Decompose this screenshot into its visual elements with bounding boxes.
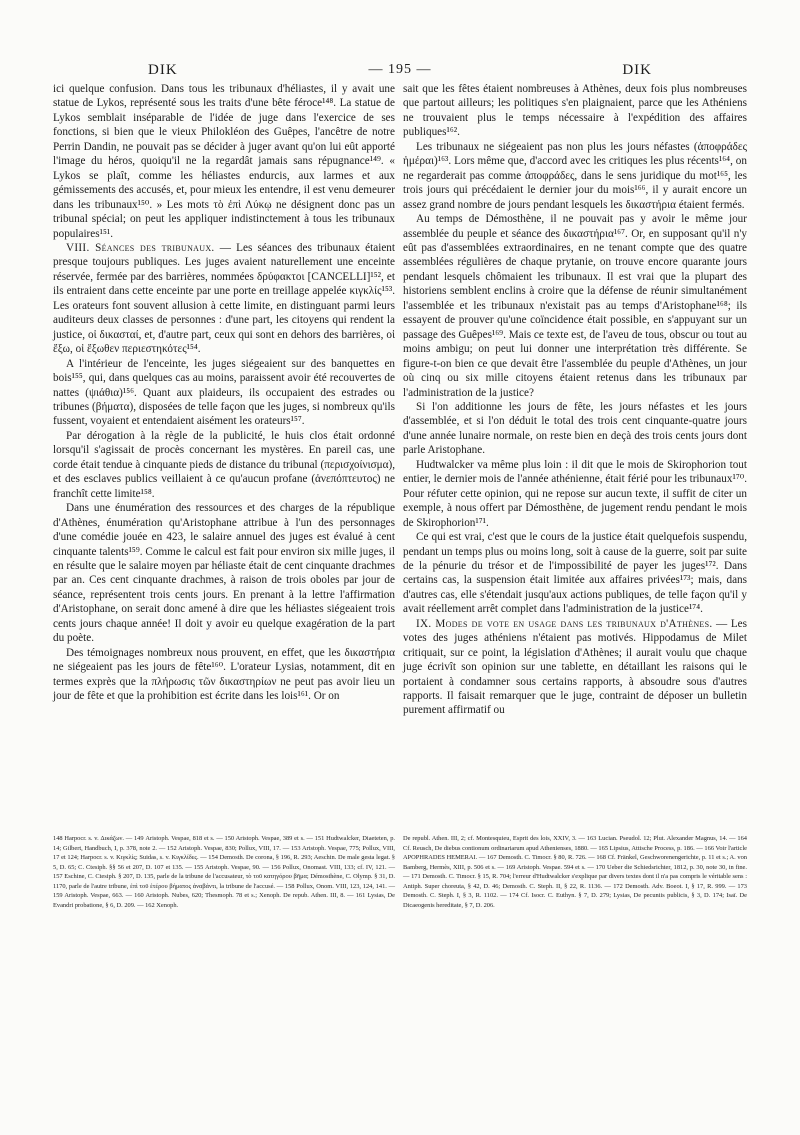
footnote-text: De republ. Athen. III, 2; cf. Montesquieu, Esprit des lois, XXIV, 3. — 163 Lucian. Pseudol. 12; Plut. Alexander Magnus, 14. — 164 Cf. Reusch, De diebus contionum ordinariarum apud Athenienses, 1880. — 165 Lipsius, Attische Process, p. 186. — 166 Voir l'article APOPHRADES HEMERAI. — 167 Demosth. C. Timocr. § 80, R. 726. — 168 Cf. Fränkel, Geschworenengerichte, p. 11 et s.; A. von Bamberg, Hermès, XIII, p. 506 et s. — 169 Aristoph. Vespae. 594 et s. — 170 Ueber die Schiedsrichter, 1812, p. 30, note 30, in fine. — 171 Demosth. C. Timocr. § 15, R. 704; l'erreur d'Hudtwalcker s'explique par divers textes dont il n'a pas compris le véritable sens : Antiph. Super choreuta, § 42, D. 46; Demosth. C. Steph. II, § 22, R. 1136. — 172 Demosth. Adv. Boeot. I, § 17, R. 999. — 173 Demosth. C. Steph. I, § 3, R. 1102. — 174 Cf. Isocr. C. Euthyn. § 7, D. 279; Lysias, De pecuniis publicis, § 3, D. 174; Isaï. De Dicaeogenis hereditate, § 7, D. 206. bbox=[403, 835, 747, 909]
paragraph: Ce qui est vrai, c'est que le cours de la justice était quelquefois suspendu, pendant un temps plus ou moins long, soit à cause de la guerre, soit par suite de la pénurie du trésor et de l'impossibilité de payer les juges¹⁷². Dans certains cas, la suspension était limitée aux affaires privées¹⁷³; mais, dans d'autres cas, elle s'étendait jusqu'aux actions publiques, de telle façon qu'il y avait réellement arrêt complet dans l'administration de la justice¹⁷⁴. bbox=[403, 531, 747, 616]
page-number: — 195 — bbox=[368, 62, 432, 77]
paragraph: ici quelque confusion. Dans tous les tribunaux d'héliastes, il y avait une statue de Lykos, représenté sous les traits d'une bête féroce¹⁴⁸. La statue de Lykos semblait inséparable de l'idée de juge dans l'exercice de ses fonctions, si bien que le vieux Philokléon des Guêpes, l'ancêtre de notre Perrin Dandin, ne pouvait pas se décider à juger avant qu'on lui eût apporté l'image du héros, quoiqu'il ne la regardât jamais sans répugnance¹⁴⁹. « Lykos se plaît, comme les héliastes endurcis, aux larmes et aux gémissements des accusés, et, pour mieux les entendre, il est venu demeurer dans les tribunaux¹⁵⁰. » Les mots τὸ ἐπὶ Λύκῳ ne désignent donc pas un tribunal spécial; on peut les appliquer indistinctement à tous les tribunaux populaires¹⁵¹. bbox=[53, 83, 395, 240]
right-column bbox=[403, 82, 747, 718]
paragraph: Au temps de Démosthène, il ne pouvait pas y avoir le même jour assemblée du peuple et séance des δικαστήρια¹⁶⁷. Or, en supposant qu'il n'y eût pas d'assemblées extraordinaires, en ne tenant compte que des quatre assemblées régulières de chaque prytanie, on trouve encore quarante jours pendant lesquels chômaient les tribunaux. Il est vrai que la plupart des historiens semblent enclins à croire que la défense de réunir simultanément l'assemblée et les tribunaux n'existait pas au temps d'Aristophane¹⁶⁸; ils essayent de prouver qu'une coïncidence était possible, en s'appuyant sur un passage des Guêpes¹⁶⁹. Mais ce texte est, de l'aveu de tous, obscur ou tout au moins ambigu; on peut lui donner une interprétation très différente. Se figure-t-on bien ce que devait être l'assemblée du peuple d'Athènes, un jour où cinq ou six mille citoyens étaient retenus dans les tribunaux par l'administration de la justice? bbox=[403, 213, 747, 399]
section-heading: VIII. Séances des tribunaux. bbox=[66, 241, 215, 254]
page-header bbox=[60, 62, 740, 84]
running-head-right: DIK bbox=[622, 62, 652, 78]
paragraph: Les tribunaux ne siégeaient pas non plus les jours néfastes (ἀποφράδες ἡμέραι)¹⁶³. Lors même que, d'accord avec les critiques les plus récents¹⁶⁴, on ne regarderait pas comme ἀποφράδες, dans le sens juridique du mot¹⁶⁵, les trois jours qui précédaient le dernier jour du mois¹⁶⁶, il y aurait encore un assez grand nombre de jours pendant lesquels les δικαστήρια étaient fermés. bbox=[403, 140, 747, 211]
paragraph: Dans une énumération des ressources et des charges de la république d'Athènes, énumération qu'Aristophane attribue à l'un des personnages d'une comédie jouée en 423, le salaire annuel des juges est évalué à cent cinquante talents¹⁵⁹. Comme le calcul est fait pour environ six mille juges, il en résulte que le salaire moyen par héliaste était de cent cinquante drachmes par an. Ces cent cinquante drachmes, à raison de trois oboles par jour de séance, représentent trois cents jours. En prenant à la lettre l'affirmation d'Aristophane, on serait donc amené à dire que les héliastes siégeaient trois cents jours chaque année! Il doit y avoir eu quelque exagération de la part du poète. bbox=[53, 502, 395, 645]
paragraph bbox=[53, 241, 395, 357]
footnote-text: 148 Harpocr. s. v. Δικάζων. — 149 Aristoph. Vespae, 818 et s. — 150 Aristoph. Vespae, 389 et s. — 151 Hudtwalcker, Diaeteten, p. 14; Gilbert, Handbuch, I, p. 378, note 2. — 152 Aristoph. Vespae, 830; Pollux, VIII, 17. — 153 Aristoph. Vespae, 775; Pollux, VIII, 17 et 124; Harpocr. s. v. Κιγκλίς; Suidas, s. v. Κιγκλίδες. — 154 Demosth. De corona, § 196, R. 293; Aeschin. De male gesta legat. § 5, D. 65; C. Ctesiph. §§ 56 et 207, D. 107 et 135. — 155 Aristoph. Vespae, 90. — 156 Pollux, Onomast. VIII, 133; cf. IV, 121. — 157 Eschine, C. Ctesiph. § 207, D. 135, parle de la tribune de l'accusateur, τὸ τοῦ κατηγόρου βῆμα; Démosthène, C. Olymp. § 31, D. 1170, parle de l'autre tribune, ἐπὶ τοῦ ἑτέρου βήματος ἀναβάντι, la tribune de l'accusé. — 158 Pollux, Onom. VIII, 123, 124, 141. — 159 Aristoph. Vespae, 663. — 160 Aristoph. Nubes, 620; Thesmoph. 78 et s.; Xenoph. De repub. Athen. III, 8. — 161 Lysias, De Evandri probatione, § 6, D. 209. — 162 Xenoph. bbox=[53, 835, 395, 909]
paragraph: sait que les fêtes étaient nombreuses à Athènes, deux fois plus nombreuses que partout ailleurs; les politiques s'en plaignaient, parce que les Athéniens ne trouvaient plus le temps nécessaire à l'expédition des affaires publiques¹⁶². bbox=[403, 83, 747, 139]
footnotes-right bbox=[403, 834, 747, 910]
paragraph: Si l'on additionne les jours de fête, les jours néfastes et les jours d'assemblée, et si l'on déduit le total des trois cent cinquante-quatre jours d'une année lunaire normale, on reste bien en deçà des trois cents jours dont parle Aristophane. bbox=[403, 400, 747, 457]
paragraph: A l'intérieur de l'enceinte, les juges siégeaient sur des banquettes en bois¹⁵⁵, qui, dans quelques cas au moins, paraissent avoir été recouvertes de nattes (ψιάθια)¹⁵⁶. Quant aux plaideurs, ils occupaient des estrades ou tribunes (βήματα), disposées de telle façon que les juges, si nombreux qu'ils fussent, voyaient et entendaient aisément les orateurs¹⁵⁷. bbox=[53, 357, 395, 428]
paragraph bbox=[403, 617, 747, 718]
paragraph: Par dérogation à la règle de la publicité, le huis clos était ordonné lorsqu'il s'agissait de procès concernant les mystères. En pareil cas, une corde était tendue à cinquante pieds de distance du tribunal (περισχοίνισμα), et des esclaves publics veillaient à ce qu'aucun profane (ἀνεπόπτευτος) ne franchît cette limite¹⁵⁸. bbox=[53, 429, 395, 500]
paragraph-text: — Les votes des juges athéniens n'étaient pas motivés. Hippodamus de Milet critiquait, sur ce point, la législation d'Athènes; il aurait voulu que chaque juge écrivît son opinion sur une tablette, en détaillant les raisons qui le portaient à condamner sous certains rapports, à absoudre sous d'autres rapports. Il faisait remarquer que le juge, contraint de déposer un bulletin purement affirmatif ou bbox=[403, 617, 748, 717]
section-heading: IX. Modes de vote en usage dans les tribunaux d'Athènes. bbox=[416, 617, 713, 630]
left-column bbox=[53, 82, 395, 703]
footnotes-left bbox=[53, 834, 395, 910]
paragraph: Hudtwalcker va même plus loin : il dit que le mois de Skirophorion tout entier, le dernier mois de l'année athénienne, était férié pour les tribunaux¹⁷⁰. Pour réfuter cette opinion, qui ne repose sur aucun texte, il suffit de citer un exemple, à nous offert par Démosthène, de jugement rendu pendant le mois de Skirophorion¹⁷¹. bbox=[403, 458, 747, 529]
running-head-left: DIK bbox=[148, 62, 178, 78]
paragraph-text: — Les séances des tribunaux étaient presque toujours publiques. Les juges avaient naturellement une enceinte réservée, fermée par des barrières, nommées δρύφακτοι [CANCELLI]¹⁵², et ils entraient dans cette enceinte par une porte en treillage appelée κιγκλίς¹⁵³. Les orateurs font souvent allusion à cette limite, en distinguant parmi leurs auditeurs deux classes de personnes : d'une part, les citoyens qui rendent la justice, οἱ δικασταί, et, d'autre part, ceux qui sont en dehors des barrières, οἱ ἔξω, οἱ ἔξωθεν περιεστηκότες¹⁵⁴. bbox=[53, 241, 395, 356]
paragraph: Des témoignages nombreux nous prouvent, en effet, que les δικαστήρια ne siégeaient pas les jours de fête¹⁶⁰. L'orateur Lysias, notamment, dit en termes exprès que la πλήρωσις τῶν δικαστηρίων ne peut pas avoir lieu un jour de fête et que la prohibition est écrite dans les lois¹⁶¹. Or on bbox=[53, 646, 395, 703]
